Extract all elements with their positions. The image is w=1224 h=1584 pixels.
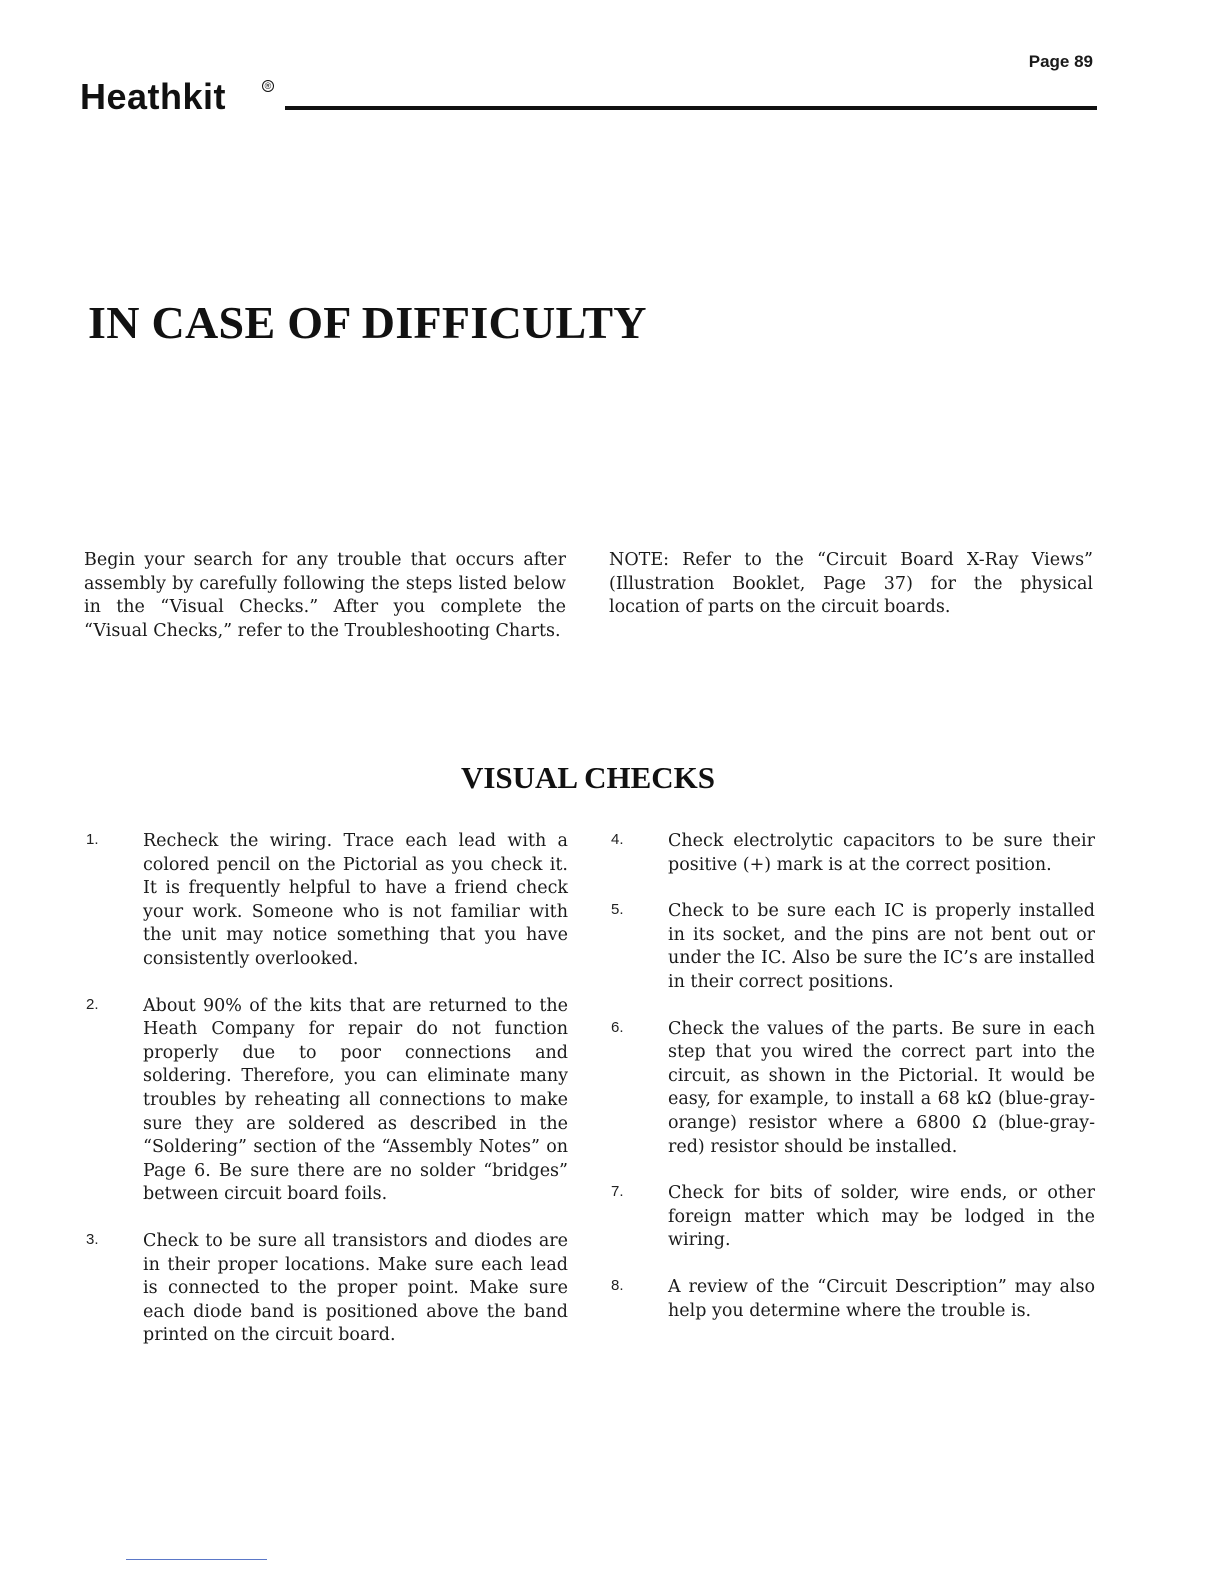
page-title: IN CASE OF DIFFICULTY — [88, 297, 647, 348]
list-item — [84, 830, 568, 972]
list-item — [609, 830, 1095, 877]
list-item — [609, 1182, 1095, 1253]
item-number: 4. — [611, 831, 624, 848]
list-item — [609, 900, 1095, 994]
section-heading-visual-checks: VISUAL CHECKS — [460, 760, 716, 795]
item-number: 1. — [86, 831, 99, 848]
list-item — [84, 995, 568, 1207]
item-text: Check to be sure all transistors and diodes are in their proper locations. Make sure each lead is connected to the proper point. Make sure each diode band is positioned above the band printed on the circuit board. — [143, 1230, 568, 1346]
item-text: About 90% of the kits that are returned to the Heath Company for repair do not function properly due to poor connections and soldering. Therefore, you can eliminate many troubles by reheating all connections to make sure they are soldered as described in the “Soldering” section of the “Assembly Notes” on Page 6. Be sure there are no solder “bridges” between circuit board foils. — [143, 995, 568, 1205]
header-rule — [285, 106, 1097, 110]
item-number: 3. — [86, 1230, 99, 1248]
visual-checks-list-left — [84, 830, 568, 1371]
item-text: Check for bits of solder, wire ends, or other foreign matter which may be lodged in the wiring. — [668, 1183, 1095, 1251]
item-number: 6. — [611, 1018, 624, 1036]
item-text: A review of the “Circuit Description” may also help you determine where the trouble is. — [668, 1276, 1095, 1321]
list-item — [609, 1018, 1095, 1160]
item-text: Check to be sure each IC is properly installed in its socket, and the pins are not bent out or under the IC. Also be sure the IC’s are installed in their correct positions. — [668, 901, 1095, 992]
registered-mark-icon: ® — [262, 80, 274, 92]
item-text: Check the values of the parts. Be sure in each step that you wired the correct part into the circuit, as shown in the Pictorial. It would be easy, for example, to install a 68 kΩ (blue-gray-orange) resistor where a 6800 Ω (blue-gray-red) resistor should be installed. — [668, 1018, 1095, 1157]
item-number: 7. — [611, 1183, 624, 1201]
footer-rule — [126, 1559, 267, 1560]
brand-logo: Heathkit — [80, 76, 227, 117]
list-item — [84, 1230, 568, 1348]
item-text: Check electrolytic capacitors to be sure their positive (+) mark is at the correct position. — [668, 831, 1095, 875]
item-number: 5. — [611, 901, 624, 919]
item-number: 2. — [86, 995, 99, 1013]
visual-checks-list-right — [609, 830, 1095, 1346]
item-number: 8. — [611, 1276, 624, 1294]
item-text: Recheck the wiring. Trace each lead with a colored pencil on the Pictorial as you check it. It is frequently helpful to have a friend check your work. Someone who is not familiar with the unit may notice something that you have consistently overlooked. — [143, 831, 568, 969]
intro-paragraph: Begin your search for any trouble that occurs after assembly by carefully following the steps listed below in the “Visual Checks.” After you complete the “Visual Checks,” refer to the Troubleshooting Charts. — [84, 550, 566, 641]
page-number: Page 89 — [1028, 52, 1093, 71]
list-item — [609, 1276, 1095, 1323]
note-paragraph: NOTE: Refer to the “Circuit Board X-Ray Views” (Illustration Booklet, Page 37) for the physical location of parts on the circuit boards. — [609, 550, 1093, 618]
